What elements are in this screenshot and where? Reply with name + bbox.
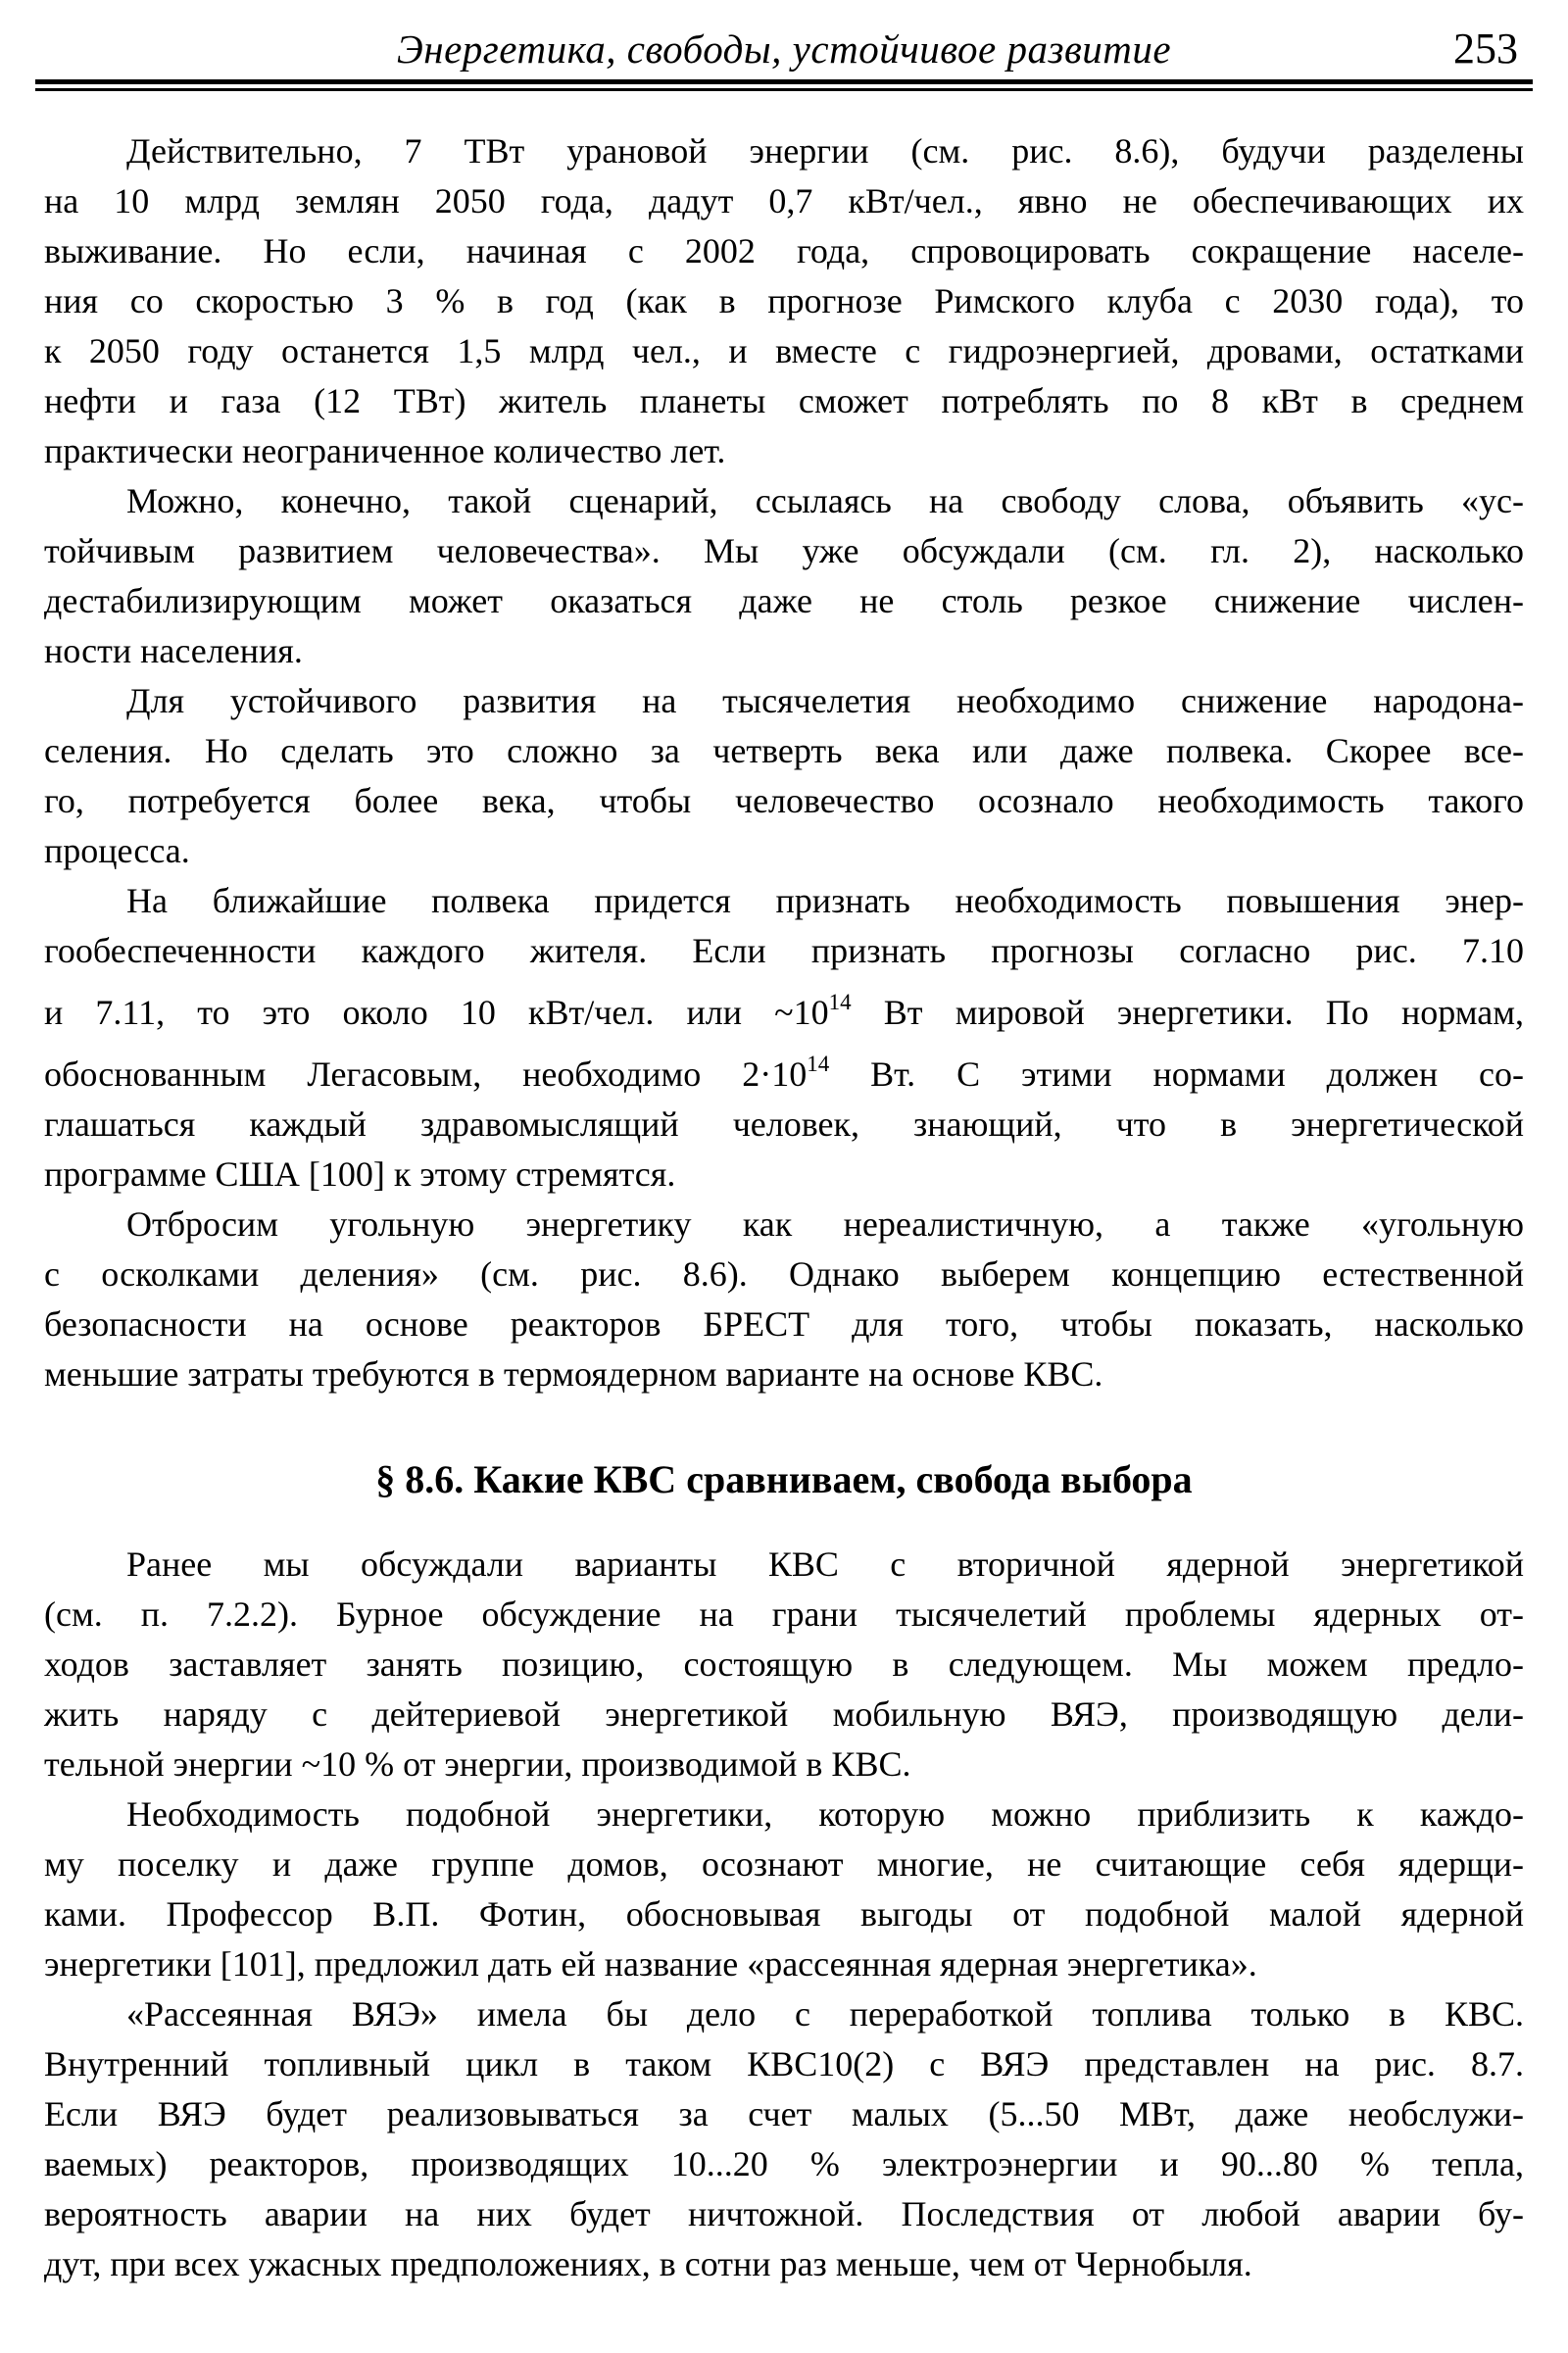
text-line: Действительно, 7 ТВт урановой энергии (см. рис. 8.6), будучи разделены [126, 131, 1524, 171]
text-line: выживание. Но если, начиная с 2002 года, спровоцировать сокращение населе- [44, 231, 1524, 270]
text-line: Отбросим угольную энергетику как нереалистичную, а также «угольную [126, 1204, 1524, 1244]
text-line: тойчивым развитием человечества». Мы уже обсуждали (см. гл. 2), насколько [44, 531, 1524, 570]
text-line: меньшие затраты требуются в термоядерном варианте на основе КВС. [44, 1354, 1103, 1394]
text-line: Ранее мы обсуждали варианты КВС с вторичной ядерной энергетикой [126, 1544, 1524, 1584]
superscript-exponent: 14 [828, 990, 852, 1014]
text-line: ками. Профессор В.П. Фотин, обосновывая выгоды от подобной малой ядерной [44, 1894, 1524, 1934]
text-line: на 10 млрд землян 2050 года, дадут 0,7 кВт/чел., явно не обеспечивающих их [44, 181, 1524, 221]
text-line: ния со скоростью 3 % в год (как в прогнозе Римского клуба с 2030 года), то [44, 281, 1524, 320]
paragraph-2 [44, 476, 1524, 676]
text-line: Можно, конечно, такой сценарий, ссылаясь на свободу слова, объявить «ус- [126, 481, 1524, 520]
paragraph-4 [44, 876, 1524, 1200]
paragraph-3 [44, 676, 1524, 876]
text-segment: обоснованным Легасовым, необходимо 2·10 [44, 1054, 808, 1094]
text-segment: Вт. С этими нормами должен со- [829, 1054, 1524, 1094]
text-line-superscript [44, 988, 1524, 1038]
text-line: нефти и газа (12 ТВт) житель планеты сможет потреблять по 8 кВт в среднем [44, 381, 1524, 420]
text-line: процесса. [44, 831, 190, 870]
text-line: ходов заставляет занять позицию, состоящую в следующем. Мы можем предло- [44, 1644, 1524, 1684]
text-line: энергетики [101], предложил дать ей название «рассеянная ядерная энергетика». [44, 1944, 1257, 1984]
running-title: Энергетика, свободы, устойчивое развитие [396, 26, 1172, 72]
paragraph-8 [44, 1989, 1524, 2289]
page-number: 253 [1453, 25, 1518, 73]
text-line: Внутренний топливный цикл в таком КВС10(2) с ВЯЭ представлен на рис. 8.7. [44, 2044, 1524, 2083]
text-line: «Рассеянная ВЯЭ» имела бы дело с переработкой топлива только в КВС. [126, 1994, 1524, 2034]
text-line: Для устойчивого развития на тысячелетия необходимо снижение народона- [126, 681, 1524, 720]
text-line: гообеспеченности каждого жителя. Если признать прогнозы согласно рис. 7.10 [44, 931, 1524, 970]
text-line: (см. п. 7.2.2). Бурное обсуждение на грани тысячелетий проблемы ядерных от- [44, 1594, 1524, 1634]
text-line: ваемых) реакторов, производящих 10...20 % электроэнергии и 90...80 % тепла, [44, 2144, 1524, 2183]
paragraph-6 [44, 1540, 1524, 1789]
text-line: На ближайшие полвека придется признать необходимость повышения энер- [126, 881, 1524, 920]
header-rule [35, 79, 1533, 91]
page-header [44, 24, 1524, 74]
text-line: тельной энергии ~10 % от энергии, производимой в КВС. [44, 1744, 911, 1784]
text-line: му поселку и даже группе домов, осознают многие, не считающие себя ядерщи- [44, 1844, 1524, 1884]
text-line: Необходимость подобной энергетики, которую можно приблизить к каждо- [126, 1794, 1524, 1834]
text-line: глашаться каждый здравомыслящий человек, знающий, что в энергетической [44, 1104, 1524, 1144]
text-line: программе США [100] к этому стремятся. [44, 1154, 676, 1194]
superscript-exponent: 14 [807, 1052, 830, 1076]
paragraph-1 [44, 126, 1524, 476]
text-line: жить наряду с дейтериевой энергетикой мобильную ВЯЭ, производящую дели- [44, 1694, 1524, 1734]
text-line: к 2050 году останется 1,5 млрд чел., и вместе с гидроэнергией, дровами, остатками [44, 331, 1524, 370]
text-line: с осколками деления» (см. рис. 8.6). Однако выберем концепцию естественной [44, 1254, 1524, 1294]
text-line: дут, при всех ужасных предположениях, в сотни раз меньше, чем от Чернобыля. [44, 2244, 1252, 2283]
text-line: ности населения. [44, 631, 303, 670]
text-line: вероятность аварии на них будет ничтожной. Последствия от любой аварии бу- [44, 2194, 1524, 2233]
text-line: дестабилизирующим может оказаться даже не столь резкое снижение числен- [44, 581, 1524, 620]
text-segment: и 7.11, то это около 10 кВт/чел. или ~10 [44, 993, 829, 1032]
text-line: селения. Но сделать это сложно за четверть века или даже полвека. Скорее все- [44, 731, 1524, 770]
body-text [44, 126, 1524, 2289]
text-line: безопасности на основе реакторов БРЕСТ для того, чтобы показать, насколько [44, 1304, 1524, 1344]
text-line: практически неограниченное количество лет. [44, 431, 726, 470]
text-line: го, потребуется более века, чтобы человечество осознало необходимость такого [44, 781, 1524, 820]
section-heading: § 8.6. Какие КВС сравниваем, свобода выбора [375, 1457, 1193, 1501]
text-segment: Вт мировой энергетики. По нормам, [851, 993, 1524, 1032]
text-line-superscript [44, 1050, 1524, 1100]
paragraph-5 [44, 1200, 1524, 1399]
paragraph-7 [44, 1789, 1524, 1989]
text-line: Если ВЯЭ будет реализовываться за счет малых (5...50 МВт, даже необслужи- [44, 2094, 1524, 2133]
